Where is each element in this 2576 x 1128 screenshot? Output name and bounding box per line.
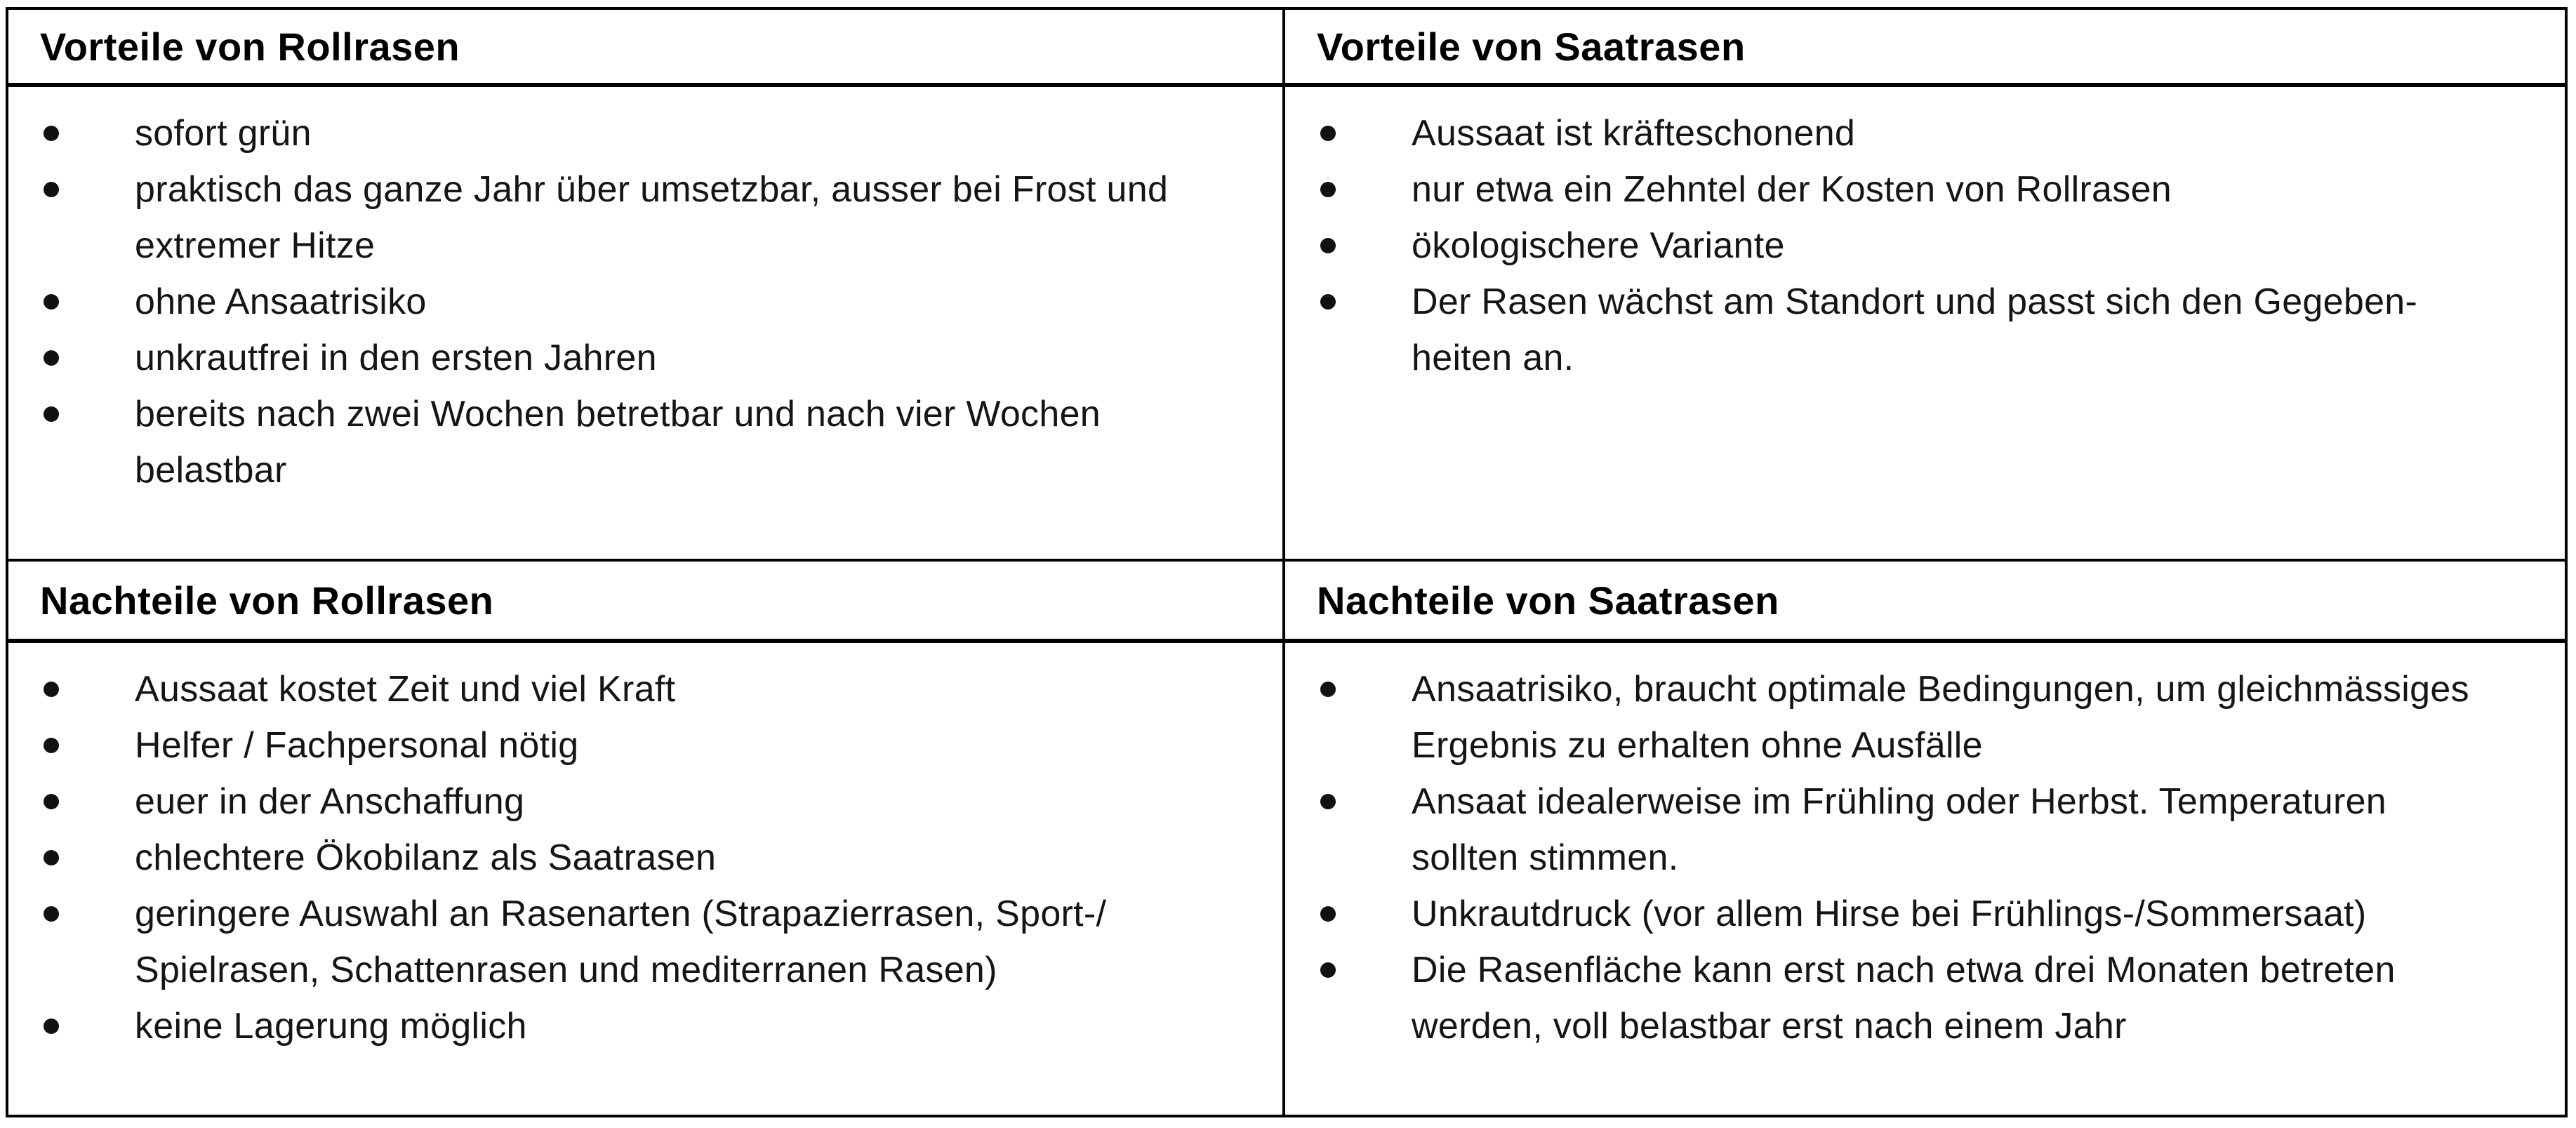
bullet-line: sollten stimmen. xyxy=(1412,837,1679,878)
body-nachteile-rollrasen xyxy=(8,643,1285,1115)
bullet-item xyxy=(1285,274,2544,386)
bullet-line: Ansaatrisiko, braucht optimale Bedingungen, um gleichmässiges xyxy=(1412,669,2469,710)
bullet-line: werden, voll belastbar erst nach einem Jahr xyxy=(1412,1006,2127,1047)
bullet-line: ohne Ansaatrisiko xyxy=(135,281,427,322)
bullet-item xyxy=(8,830,1261,886)
body-vorteile-saatrasen xyxy=(1285,87,2565,562)
bullet-line: praktisch das ganze Jahr über umsetzbar, ausser bei Frost und xyxy=(135,169,1169,210)
body-vorteile-rollrasen xyxy=(8,87,1285,562)
bullet-item xyxy=(1285,161,2544,218)
bullet-line: Ergebnis zu erhalten ohne Ausfälle xyxy=(1412,725,1983,766)
bullet-line: unkrautfrei in den ersten Jahren xyxy=(135,338,657,378)
header-vorteile-saatrasen xyxy=(1285,10,2565,87)
header-nachteile-rollrasen xyxy=(8,562,1285,643)
bullet-line: Aussaat ist kräfteschonend xyxy=(1412,113,1856,154)
bullet-line: ökologischere Variante xyxy=(1412,225,1785,266)
bullet-item xyxy=(1285,774,2544,886)
bullet-item xyxy=(1285,942,2544,1054)
bullet-line: Spielrasen, Schattenrasen und mediterranen Rasen) xyxy=(135,950,997,990)
bullet-item xyxy=(1285,886,2544,942)
bullet-line: bereits nach zwei Wochen betretbar und nach vier Wochen xyxy=(135,394,1101,434)
nachteile-saatrasen-list xyxy=(1285,661,2544,1054)
header-vorteile-saatrasen-label: Vorteile von Saatrasen xyxy=(1317,24,1746,69)
bullet-line: Unkrautdruck (vor allem Hirse bei Frühlings-/Sommersaat) xyxy=(1412,894,2367,934)
bullet-item xyxy=(8,330,1261,386)
nachteile-rollrasen-list xyxy=(8,661,1261,1054)
bullet-line: Ansaat idealerweise im Frühling oder Herbst. Temperaturen xyxy=(1412,781,2387,822)
bullet-line: heiten an. xyxy=(1412,338,1574,378)
bullet-line: euer in der Anschaffung xyxy=(135,781,525,822)
header-nachteile-saatrasen-label: Nachteile von Saatrasen xyxy=(1317,578,1779,623)
bullet-line: Die Rasenfläche kann erst nach etwa drei Monaten betreten xyxy=(1412,950,2396,990)
bullet-item xyxy=(8,105,1261,161)
bullet-line: geringere Auswahl an Rasenarten (Strapazierrasen, Sport-/ xyxy=(135,894,1107,934)
comparison-table xyxy=(6,7,2568,1117)
bullet-line: Der Rasen wächst am Standort und passt sich den Gegeben- xyxy=(1412,281,2418,322)
bullet-line: chlechtere Ökobilanz als Saatrasen xyxy=(135,837,717,878)
bullet-item xyxy=(8,386,1261,498)
body-nachteile-saatrasen xyxy=(1285,643,2565,1115)
vorteile-saatrasen-list xyxy=(1285,105,2544,386)
bullet-line: keine Lagerung möglich xyxy=(135,1006,527,1047)
bullet-item xyxy=(8,161,1261,274)
vorteile-rollrasen-list xyxy=(8,105,1261,498)
bullet-item xyxy=(8,274,1261,330)
bullet-item xyxy=(8,774,1261,830)
header-vorteile-rollrasen xyxy=(8,10,1285,87)
bullet-line: extremer Hitze xyxy=(135,225,376,266)
header-vorteile-rollrasen-label: Vorteile von Rollrasen xyxy=(40,24,460,69)
bullet-line: sofort grün xyxy=(135,113,312,154)
bullet-item xyxy=(1285,105,2544,161)
bullet-item xyxy=(8,886,1261,998)
bullet-item xyxy=(8,717,1261,774)
bullet-item xyxy=(1285,218,2544,274)
bullet-line: Helfer / Fachpersonal nötig xyxy=(135,725,579,766)
bullet-line: Aussaat kostet Zeit und viel Kraft xyxy=(135,669,676,710)
bullet-line: belastbar xyxy=(135,450,287,491)
header-nachteile-saatrasen xyxy=(1285,562,2565,643)
bullet-item xyxy=(8,661,1261,717)
bullet-line: nur etwa ein Zehntel der Kosten von Rollrasen xyxy=(1412,169,2172,210)
bullet-item xyxy=(1285,661,2544,774)
bullet-item xyxy=(8,998,1261,1054)
header-nachteile-rollrasen-label: Nachteile von Rollrasen xyxy=(40,578,494,623)
